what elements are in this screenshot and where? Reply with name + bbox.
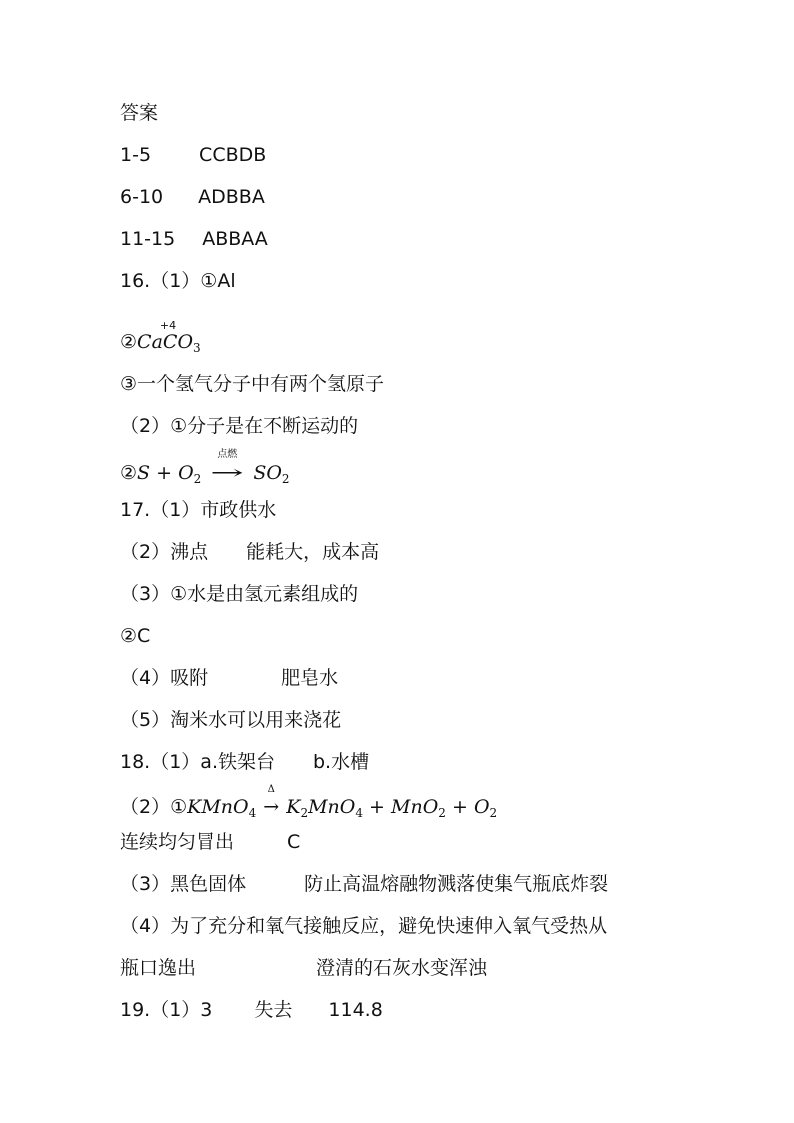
mc-row-1 [120,143,266,167]
mc-row-2 [120,185,265,209]
q18-equation-kmno4: （2）①KMnO$_4$ Δ → $K_2MnO_4 + MnO_2 + O_2$ [120,784,498,820]
q19-line-1: 19.（1）3 失去 114.8 [120,999,383,1021]
q16-line-3: ③一个氢气分子中有两个氢原子 [120,373,385,395]
valence-label: +4 [159,319,177,332]
q18-line-6: 瓶口逸出 澄清的石灰水变浑浊 [120,957,488,979]
page-title: 答案 [120,102,159,124]
q16-equation-sulfur: ②S + $O_2$ 点燃 → $SO_2$ [120,449,290,486]
mc-range: 6-10 [120,186,164,208]
q18-line-3: 连续均匀冒出 C [120,831,301,853]
mc-answers: ADBBA [198,186,265,208]
mc-range: 1-5 [120,144,152,166]
q17-line-1: 17.（1）市政供水 [120,499,277,521]
q17-line-4: ②C [120,625,151,647]
q18-line-4: （3）黑色固体 防止高温熔融物溅落使集气瓶底炸裂 [120,873,609,895]
heat-condition: Δ [267,784,275,795]
reaction-arrow: 点燃 → [203,461,251,485]
mc-answers: ABBAA [202,228,268,250]
q17-line-2: （2）沸点 能耗大，成本高 [120,541,380,563]
reaction-arrow: Δ → [258,795,284,819]
mc-row-3 [120,227,268,251]
reaction-condition: 点燃 [217,449,238,460]
q16-line-1: 16.（1）①Al [120,270,236,292]
q16-formula-caco3: ②Ca +4 $CO_3$ [120,330,201,360]
mc-answers: CCBDB [199,144,267,166]
q18-line-5: （4）为了充分和氧气接触反应，避免快速伸入氧气受热从 [120,915,608,937]
q17-line-6: （5）淘米水可以用来浇花 [120,709,342,731]
q18-line-1: 18.（1）a.铁架台 b.水槽 [120,751,370,773]
q17-line-5: （4）吸附 肥皂水 [120,667,339,689]
mc-range: 11-15 [120,228,176,250]
q17-line-3: （3）①水是由氢元素组成的 [120,583,359,605]
q16-line-4: （2）①分子是在不断运动的 [120,415,359,437]
